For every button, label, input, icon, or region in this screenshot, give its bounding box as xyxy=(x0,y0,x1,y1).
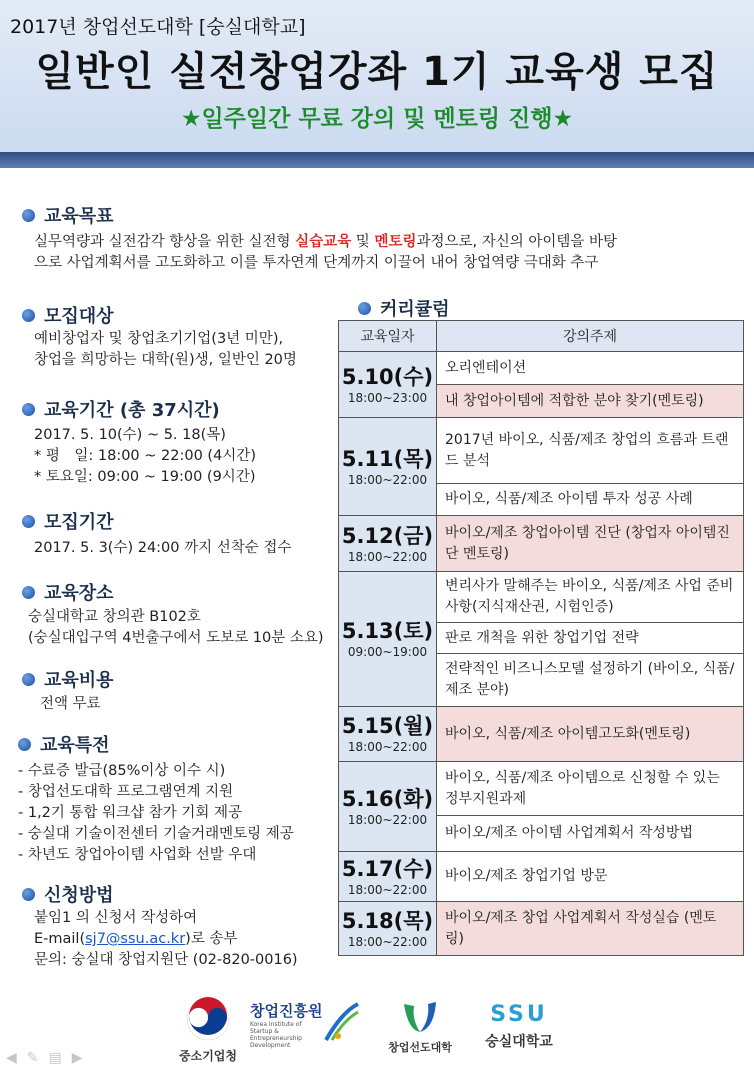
day-cell xyxy=(339,418,437,516)
benefits-list xyxy=(18,761,294,866)
section-benefits-heading: 교육특전 xyxy=(18,731,110,757)
topic-cell: 2017년 바이오, 식품/제조 창업의 흐름과 트랜드 분석 xyxy=(437,418,744,484)
day-time: 18:00~22:00 xyxy=(347,472,428,487)
target-text: 예비창업자 및 창업초기기업(3년 미만), 창업을 희망하는 대학(원)생, 일반인 20명 xyxy=(34,331,297,368)
section-apply-heading: 신청방법 xyxy=(22,881,114,907)
day-cell xyxy=(339,902,437,956)
bullet-icon xyxy=(22,209,35,222)
section-recruit-heading: 모집기간 xyxy=(22,508,114,534)
kised-logo: 창업진흥원 Korea Institute of Startup & Entrepreneurship Development xyxy=(250,1000,360,1049)
period-text: 2017. 5. 10(수) ~ 5. 18(목) * 평 일: 18:00 ~ 22:00 (4시간) * 토요일: 09:00 ~ 19:00 (9시간) xyxy=(34,427,256,485)
header-subtitle: 2017년 창업선도대학 [숭실대학교] xyxy=(10,16,306,38)
day-time: 18:00~22:00 xyxy=(347,549,428,564)
bullet-icon xyxy=(22,515,35,528)
day-cell xyxy=(339,516,437,572)
list-item: - 숭실대 기술이전센터 기술거래멘토링 제공 xyxy=(18,826,294,842)
day-cell xyxy=(339,707,437,762)
day-date: 5.15(월) xyxy=(341,714,434,738)
page-title: 일반인 실전창업강좌 1기 교육생 모집 xyxy=(35,49,719,95)
bullet-icon xyxy=(358,302,371,315)
bullet-icon xyxy=(22,586,35,599)
day-time: 18:00~23:00 xyxy=(347,390,428,405)
section-target-heading: 모집대상 xyxy=(22,302,114,328)
column-header-topic: 강의주제 xyxy=(437,321,744,352)
table-header-row xyxy=(339,321,744,352)
topic-cell: 바이오, 식품/제조 아이템으로 신청할 수 있는 정부지원과제 xyxy=(437,762,744,816)
table-row xyxy=(339,852,744,902)
day-time: 18:00~22:00 xyxy=(347,882,428,897)
highlight-mentoring: 멘토링 xyxy=(374,234,417,250)
mss-logo: 중소기업청 xyxy=(168,996,248,1064)
table-row xyxy=(339,707,744,762)
header-tagline: ★일주일간 무료 강의 및 멘토링 진행★ xyxy=(180,106,574,132)
day-time: 09:00~19:00 xyxy=(347,645,428,659)
topic-cell: 바이오, 식품/제조 아이템 투자 성공 사례 xyxy=(437,484,744,516)
footer-logos xyxy=(0,996,754,1077)
topic-cell: 판로 개척을 위한 창업기업 전략 xyxy=(437,623,744,654)
day-date: 5.13(토) xyxy=(341,619,434,643)
list-item: - 1,2기 통합 워크샵 참가 기회 제공 xyxy=(18,805,243,821)
table-row xyxy=(339,418,744,484)
kised-swoosh-icon xyxy=(324,1002,360,1042)
leading-university-icon xyxy=(398,1000,442,1036)
leading-university-logo: 창업선도대학 xyxy=(380,1000,460,1055)
column-header-date: 교육일자 xyxy=(339,321,437,352)
day-time: 18:00~22:00 xyxy=(347,812,428,827)
table-row xyxy=(339,762,744,816)
day-date: 5.18(목) xyxy=(341,908,434,933)
day-date: 5.11(목) xyxy=(341,446,434,471)
day-time: 18:00~22:00 xyxy=(347,740,428,754)
bullet-icon xyxy=(22,888,35,901)
topic-cell: 바이오, 식품/제조 아이템고도화(멘토링) xyxy=(437,707,744,762)
day-date: 5.10(수) xyxy=(341,364,434,389)
day-cell xyxy=(339,762,437,852)
next-arrow-icon[interactable]: ▶ xyxy=(71,1050,83,1066)
table-row xyxy=(339,572,744,623)
day-cell xyxy=(339,572,437,707)
highlight-practice: 실습교육 xyxy=(295,234,352,250)
cost-text: 전액 무료 xyxy=(40,696,101,712)
section-place-heading: 교육장소 xyxy=(22,579,114,605)
section-period-heading: 교육기간 (총 37시간) xyxy=(22,396,220,422)
bullet-icon xyxy=(18,738,31,751)
day-cell xyxy=(339,852,437,902)
pen-icon[interactable]: ✎ xyxy=(26,1050,39,1066)
list-item: - 수료증 발급(85%이상 이수 시) xyxy=(18,763,226,779)
header-banner xyxy=(0,0,754,158)
topic-cell: 내 창업아이템에 적합한 분야 찾기(멘토링) xyxy=(437,385,744,418)
ssu-logo: SSU 숭실대학교 xyxy=(485,1002,553,1050)
day-time: 18:00~22:00 xyxy=(347,934,428,949)
apply-text: 붙임1 의 신청서 작성하여 E-mail(sj7@ssu.ac.kr)로 송부 문의: 숭실대 창업지원단 (02-820-0016) xyxy=(34,910,298,968)
list-item: - 차년도 창업아이템 사업화 선발 우대 xyxy=(18,847,257,863)
bullet-icon xyxy=(22,673,35,686)
list-item: - 창업선도대학 프로그램연계 지원 xyxy=(18,784,234,800)
day-date: 5.16(화) xyxy=(341,786,434,811)
topic-cell: 변리사가 말해주는 바이오, 식품/제조 사업 준비사항(지식재산권, 시험인증) xyxy=(437,572,744,623)
topic-cell: 바이오/제조 창업아이템 진단 (창업자 아이템진단 멘토링) xyxy=(437,516,744,572)
day-cell xyxy=(339,352,437,418)
topic-cell: 바이오/제조 아이템 사업계획서 작성방법 xyxy=(437,816,744,852)
section-curriculum-heading: 커리큘럼 xyxy=(358,295,450,321)
topic-cell: 전략적인 비즈니스모델 설정하기 (바이오, 식품/제조 분야) xyxy=(437,654,744,707)
curriculum-table xyxy=(338,320,744,956)
slide-nav xyxy=(6,1050,83,1066)
topic-cell: 바이오/제조 창업기업 방문 xyxy=(437,852,744,902)
prev-arrow-icon[interactable]: ◀ xyxy=(6,1050,17,1066)
bullet-icon xyxy=(22,309,35,322)
section-cost-heading: 교육비용 xyxy=(22,666,114,692)
table-row xyxy=(339,902,744,956)
place-text: 숭실대학교 창의관 B102호 (숭실대입구역 4번출구에서 도보로 10분 소요) xyxy=(28,609,324,646)
section-goal-heading: 교육목표 xyxy=(22,202,114,228)
header-divider-bar xyxy=(0,152,754,168)
topic-cell: 바이오/제조 창업 사업계획서 작성실습 (멘토링) xyxy=(437,902,744,956)
table-row xyxy=(339,516,744,572)
menu-icon[interactable]: ▤ xyxy=(48,1050,62,1066)
recruit-text: 2017. 5. 3(수) 24:00 까지 선착순 접수 xyxy=(34,540,292,556)
goal-text: 실무역량과 실전감각 향상을 위한 실전형 실습교육 및 멘토링과정으로, 자신의 아이템을 바탕 으로 사업계획서를 고도화하고 이를 투자연계 단계까지 이끌어 내어 창업역량 극대화 추구 xyxy=(34,234,617,271)
day-date: 5.17(수) xyxy=(341,856,434,881)
mss-emblem-icon xyxy=(185,996,231,1042)
bullet-icon xyxy=(22,403,35,416)
table-row xyxy=(339,352,744,385)
topic-cell: 오리엔테이션 xyxy=(437,352,744,385)
email-link[interactable]: sj7@ssu.ac.kr xyxy=(85,931,186,947)
day-date: 5.12(금) xyxy=(341,523,434,548)
curriculum-body xyxy=(339,352,744,956)
